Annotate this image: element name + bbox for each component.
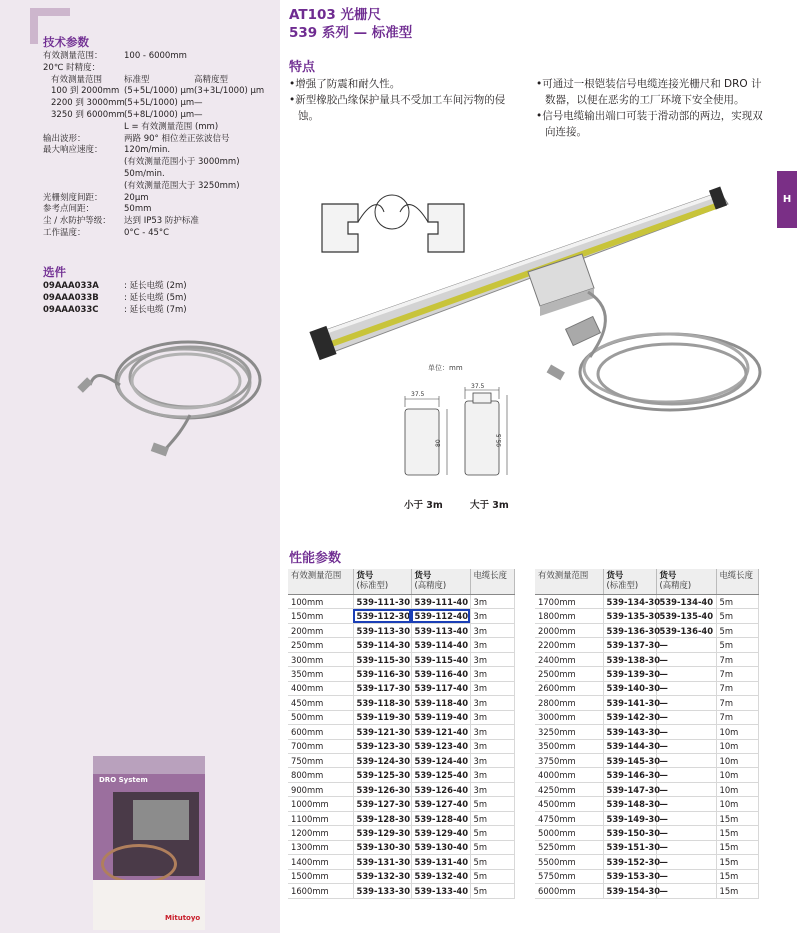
cell-code-hi: 539-125-40	[411, 768, 470, 782]
cell-cable: 15m	[716, 811, 758, 825]
table-row[interactable]	[535, 595, 758, 609]
accuracy-row-std: (5+8L/1000) μm	[124, 109, 195, 120]
cell-code-std: 539-136-30	[603, 623, 656, 637]
accuracy-row-hi: (3+3L/1000) μm	[194, 86, 265, 97]
cell-code-std: 539-117-30	[353, 681, 411, 695]
cell-code-std: 539-119-30	[353, 710, 411, 724]
cell-range: 750mm	[288, 753, 353, 767]
cell-code-std: 539-146-30	[603, 768, 656, 782]
table-row[interactable]	[288, 595, 514, 609]
cell-range: 6000mm	[535, 884, 603, 898]
cell-range: 350mm	[288, 667, 353, 681]
cell-code-std: 539-121-30	[353, 725, 411, 739]
cell-cable: 7m	[716, 652, 758, 666]
cell-range: 4250mm	[535, 782, 603, 796]
cell-code-std: 539-139-30	[603, 667, 656, 681]
cell-cable: 5m	[470, 811, 514, 825]
brochure-brand: Mitutoyo	[165, 914, 201, 922]
cell-code-std: 539-127-30	[353, 797, 411, 811]
cell-range: 500mm	[288, 710, 353, 724]
cell-code-std: 539-144-30	[603, 739, 656, 753]
cell-cable: 3m	[470, 638, 514, 652]
accuracy-row-hi: —	[194, 98, 203, 109]
feature-item: •信号电缆输出端口可装于滑动部的两边，实现双向连接。	[536, 110, 763, 138]
cell-code-hi: —	[656, 681, 716, 695]
cell-code-std: 539-150-30	[603, 826, 656, 840]
performance-heading: 性能参数	[289, 551, 342, 566]
cell-cable: 3m	[470, 725, 514, 739]
cell-code-hi: 539-136-40	[656, 623, 716, 637]
table-row[interactable]	[535, 681, 758, 695]
specs-heading: 技术参数	[43, 35, 89, 49]
cell-cable: 5m	[716, 638, 758, 652]
cell-code-hi: 539-127-40	[411, 797, 470, 811]
cell-code-std: 539-115-30	[353, 652, 411, 666]
col-code-hi: 货号 (高精度)	[411, 569, 470, 595]
cell-code-hi: 539-130-40	[411, 840, 470, 854]
table-row[interactable]	[288, 884, 514, 898]
col-range: 有效测量范围	[535, 569, 603, 595]
accuracy-row-range: 3250 到 6000mm	[51, 109, 125, 120]
features-heading: 特点	[289, 60, 316, 75]
table-row[interactable]	[288, 710, 514, 724]
option-code: 09AAA033C	[43, 305, 99, 315]
cell-code-std: 539-133-30	[353, 884, 411, 898]
table-row[interactable]	[288, 667, 514, 681]
cell-range: 100mm	[288, 595, 353, 609]
cell-range: 1200mm	[288, 826, 353, 840]
cell-code-hi: 539-134-40	[656, 595, 716, 609]
option-code: 09AAA033B	[43, 293, 99, 303]
cell-cable: 5m	[470, 840, 514, 854]
cell-cable: 3m	[470, 753, 514, 767]
cell-code-hi: 539-121-40	[411, 725, 470, 739]
cell-code-hi: —	[656, 725, 716, 739]
cell-range: 3000mm	[535, 710, 603, 724]
table-row[interactable]	[288, 855, 514, 869]
table-row[interactable]	[535, 710, 758, 724]
table-row[interactable]	[288, 623, 514, 637]
cell-code-hi: —	[656, 667, 716, 681]
ref-label: 参考点间距：	[43, 204, 95, 215]
table-row[interactable]	[535, 782, 758, 796]
speed-value: 120m/min.	[124, 145, 171, 156]
cell-code-std: 539-149-30	[603, 811, 656, 825]
table-row[interactable]	[535, 753, 758, 767]
cell-code-std: 539-126-30	[353, 782, 411, 796]
table-row[interactable]	[535, 768, 758, 782]
col-code-hi: 货号 (高精度)	[656, 569, 716, 595]
cell-range: 3750mm	[535, 753, 603, 767]
pitch-value: 20μm	[124, 192, 149, 203]
table-row[interactable]	[535, 811, 758, 825]
cell-range: 1000mm	[288, 797, 353, 811]
ref-value: 50mm	[124, 204, 152, 215]
option-desc: : 延长电缆 (7m)	[124, 305, 187, 315]
table-row[interactable]	[288, 681, 514, 695]
cell-code-std: 539-140-30	[603, 681, 656, 695]
cell-range: 5250mm	[535, 840, 603, 854]
features-right	[536, 76, 766, 140]
cell-cable: 10m	[716, 739, 758, 753]
cell-cable: 15m	[716, 884, 758, 898]
cell-code-std: 539-138-30	[603, 652, 656, 666]
col-code-std: 货号 (标准型)	[603, 569, 656, 595]
waveform-value: 两路 90° 相位差正弦波信号	[124, 133, 230, 144]
speed-label: 最大响应速度：	[43, 145, 103, 156]
table-row[interactable]	[288, 652, 514, 666]
cell-code-hi: 539-133-40	[411, 884, 470, 898]
cell-code-hi: —	[656, 884, 716, 898]
table-row[interactable]	[535, 609, 758, 623]
cell-range: 2500mm	[535, 667, 603, 681]
section-tab[interactable]: H	[777, 171, 797, 228]
small-width: 37.5	[411, 391, 425, 398]
cell-cable: 10m	[716, 782, 758, 796]
cell-cable: 5m	[716, 623, 758, 637]
table-row[interactable]	[288, 609, 514, 623]
speed-value: 50m/min.	[124, 168, 165, 179]
option-desc: : 延长电缆 (2m)	[124, 281, 187, 291]
cell-range: 450mm	[288, 696, 353, 710]
cell-cable: 3m	[470, 710, 514, 724]
cell-cable: 10m	[716, 725, 758, 739]
accuracy-row-std: (5+5L/1000) μm	[124, 86, 195, 97]
cell-code-hi: 539-129-40	[411, 826, 470, 840]
cell-cable: 5m	[470, 869, 514, 883]
cell-code-std: 539-124-30	[353, 753, 411, 767]
cell-cable: 3m	[470, 652, 514, 666]
cell-cable: 5m	[470, 826, 514, 840]
cell-cable: 3m	[470, 667, 514, 681]
cell-cable: 7m	[716, 681, 758, 695]
cell-range: 1500mm	[288, 869, 353, 883]
cell-code-hi: —	[656, 869, 716, 883]
cell-code-hi: —	[656, 797, 716, 811]
cell-code-std: 539-141-30	[603, 696, 656, 710]
table-row[interactable]	[288, 739, 514, 753]
page-subtitle: 539 系列 — 标准型	[289, 25, 413, 41]
feature-item: •增强了防震和耐久性。	[289, 78, 401, 90]
ip-value: 达到 IP53 防护标准	[124, 216, 199, 227]
cell-cable: 15m	[716, 855, 758, 869]
cell-code-hi: —	[656, 768, 716, 782]
cell-cable: 3m	[470, 609, 514, 623]
cell-cable: 7m	[716, 667, 758, 681]
table-row[interactable]	[288, 811, 514, 825]
range-label: 有效测量范围：	[43, 51, 103, 61]
cell-code-hi: —	[656, 826, 716, 840]
cell-cable: 5m	[470, 884, 514, 898]
small-height: 80	[435, 439, 442, 447]
cell-code-std: 539-154-30	[603, 884, 656, 898]
cell-code-std: 539-114-30	[353, 638, 411, 652]
cell-range: 2800mm	[535, 696, 603, 710]
table-row[interactable]	[288, 826, 514, 840]
cell-code-std: 539-143-30	[603, 725, 656, 739]
cell-range: 250mm	[288, 638, 353, 652]
page-title: AT103 光栅尺	[289, 7, 381, 23]
cell-cable: 5m	[470, 797, 514, 811]
cell-range: 4500mm	[535, 797, 603, 811]
cell-code-std: 539-134-30	[603, 595, 656, 609]
performance-table-right	[535, 569, 759, 899]
cell-range: 2200mm	[535, 638, 603, 652]
feature-item: •可通过一根铠装信号电缆连接光栅尺和 DRO 计数器，以便在恶劣的工厂环境下安全使用。	[536, 78, 762, 106]
brochure-title: DRO System	[99, 776, 148, 784]
table-row[interactable]	[535, 884, 758, 898]
cell-cable: 15m	[716, 826, 758, 840]
accuracy-note: L = 有效测量范围 (mm)	[124, 121, 219, 132]
range-value: 100 - 6000mm	[124, 51, 187, 61]
cell-code-std: 539-125-30	[353, 768, 411, 782]
option-code: 09AAA033A	[43, 281, 99, 291]
accuracy-label: 20℃ 时精度：	[43, 62, 101, 73]
table-row[interactable]	[288, 782, 514, 796]
accuracy-row-hi: —	[194, 109, 203, 120]
pitch-label: 光栅刻度间距：	[43, 192, 103, 203]
table-row[interactable]	[535, 855, 758, 869]
small-size-label: 小于 3m	[404, 500, 443, 511]
cell-code-std: 539-118-30	[353, 696, 411, 710]
brochure-cover	[93, 756, 205, 930]
cell-code-std: 539-137-30	[603, 638, 656, 652]
cell-code-std: 539-111-30	[353, 595, 411, 609]
table-row[interactable]	[535, 826, 758, 840]
table-row[interactable]	[288, 869, 514, 883]
table-row[interactable]	[535, 840, 758, 854]
table-row[interactable]	[535, 623, 758, 637]
cell-code-hi: 539-135-40	[656, 609, 716, 623]
col-code-std: 货号 (标准型)	[353, 569, 411, 595]
temp-label: 工作温度：	[43, 227, 86, 238]
cell-code-std: 539-112-30	[353, 609, 411, 623]
cell-range: 900mm	[288, 782, 353, 796]
col-cable: 电缆长度	[470, 569, 514, 595]
cell-code-hi: —	[656, 811, 716, 825]
cell-code-std: 539-152-30	[603, 855, 656, 869]
cell-code-std: 539-123-30	[353, 739, 411, 753]
cell-cable: 3m	[470, 595, 514, 609]
waveform-label: 输出波形：	[43, 133, 86, 144]
table-row[interactable]	[535, 652, 758, 666]
ip-label: 尘 / 水防护等级：	[43, 216, 111, 227]
cell-range: 5000mm	[535, 826, 603, 840]
cell-code-std: 539-129-30	[353, 826, 411, 840]
cell-range: 200mm	[288, 623, 353, 637]
extension-cable-image	[70, 325, 270, 465]
col-cable: 电缆长度	[716, 569, 758, 595]
cell-range: 800mm	[288, 768, 353, 782]
cell-range: 1800mm	[535, 609, 603, 623]
cell-cable: 3m	[470, 782, 514, 796]
cell-range: 4750mm	[535, 811, 603, 825]
cell-code-std: 539-116-30	[353, 667, 411, 681]
cell-code-hi: 539-124-40	[411, 753, 470, 767]
cell-cable: 3m	[470, 681, 514, 695]
table-row[interactable]	[288, 797, 514, 811]
cell-range: 5500mm	[535, 855, 603, 869]
cell-cable: 15m	[716, 869, 758, 883]
speed-value: (有效测量范围大于 3250mm)	[124, 180, 240, 191]
table-row[interactable]	[535, 725, 758, 739]
table-row[interactable]	[288, 840, 514, 854]
cell-cable: 15m	[716, 840, 758, 854]
cell-code-hi: 539-119-40	[411, 710, 470, 724]
cell-code-hi: 539-131-40	[411, 855, 470, 869]
accuracy-row-std: (5+5L/1000) μm	[124, 98, 195, 109]
cell-code-std: 539-113-30	[353, 623, 411, 637]
cell-range: 3250mm	[535, 725, 603, 739]
cell-cable: 3m	[470, 739, 514, 753]
cell-code-hi: 539-128-40	[411, 811, 470, 825]
cell-range: 2600mm	[535, 681, 603, 695]
option-desc: : 延长电缆 (5m)	[124, 293, 187, 303]
cell-code-std: 539-142-30	[603, 710, 656, 724]
cell-code-std: 539-132-30	[353, 869, 411, 883]
performance-table-left	[288, 569, 515, 899]
scale-product-image	[300, 182, 770, 412]
cell-cable: 7m	[716, 710, 758, 724]
speed-value: (有效测量范围小于 3000mm)	[124, 157, 240, 168]
accuracy-row-range: 100 到 2000mm	[51, 86, 120, 97]
features-left	[289, 76, 519, 124]
cell-code-hi: 539-126-40	[411, 782, 470, 796]
cell-code-hi: 539-111-40	[411, 595, 470, 609]
cell-cable: 3m	[470, 768, 514, 782]
cell-range: 700mm	[288, 739, 353, 753]
cell-range: 400mm	[288, 681, 353, 695]
table-row[interactable]	[288, 638, 514, 652]
cell-code-hi: —	[656, 710, 716, 724]
cell-range: 1700mm	[535, 595, 603, 609]
table-row[interactable]	[288, 696, 514, 710]
cell-cable: 3m	[470, 696, 514, 710]
cell-code-std: 539-147-30	[603, 782, 656, 796]
cell-code-hi: 539-116-40	[411, 667, 470, 681]
cell-code-hi: 539-132-40	[411, 869, 470, 883]
cell-range: 3500mm	[535, 739, 603, 753]
cell-cable: 3m	[470, 623, 514, 637]
accuracy-header-range: 有效测量范围	[51, 74, 103, 85]
cell-cable: 10m	[716, 768, 758, 782]
table-row[interactable]	[288, 725, 514, 739]
cell-code-std: 539-128-30	[353, 811, 411, 825]
cell-code-hi: 539-115-40	[411, 652, 470, 666]
cell-range: 2400mm	[535, 652, 603, 666]
unit-label: 单位：mm	[428, 364, 463, 372]
cell-range: 150mm	[288, 609, 353, 623]
cell-cable: 5m	[470, 855, 514, 869]
table-row[interactable]	[535, 696, 758, 710]
cell-code-hi: —	[656, 696, 716, 710]
table-row[interactable]	[535, 869, 758, 883]
large-size-label: 大于 3m	[470, 500, 509, 511]
cell-range: 600mm	[288, 725, 353, 739]
cell-code-hi: 539-114-40	[411, 638, 470, 652]
options-heading: 选件	[43, 265, 66, 279]
cell-range: 1300mm	[288, 840, 353, 854]
cell-code-std: 539-131-30	[353, 855, 411, 869]
large-height: 95.5	[496, 433, 503, 447]
feature-item: •新型橡胶凸缘保护量具不受加工车间污物的侵蚀。	[289, 94, 506, 122]
cell-code-std: 539-135-30	[603, 609, 656, 623]
temp-value: 0°C - 45°C	[124, 227, 170, 238]
table-row[interactable]	[288, 753, 514, 767]
cell-code-hi: 539-117-40	[411, 681, 470, 695]
cell-cable: 10m	[716, 797, 758, 811]
table-row[interactable]	[535, 797, 758, 811]
cell-code-std: 539-148-30	[603, 797, 656, 811]
accuracy-header-std: 标准型	[124, 74, 150, 85]
cell-code-hi: —	[656, 739, 716, 753]
large-width: 37.5	[471, 383, 485, 390]
cell-code-hi: 539-123-40	[411, 739, 470, 753]
cell-range: 1100mm	[288, 811, 353, 825]
cell-code-hi: —	[656, 638, 716, 652]
table-row[interactable]	[535, 667, 758, 681]
accuracy-row-range: 2200 到 3000mm	[51, 98, 125, 109]
cell-code-std: 539-130-30	[353, 840, 411, 854]
table-row[interactable]	[535, 638, 758, 652]
table-row[interactable]	[535, 739, 758, 753]
cell-code-hi: —	[656, 753, 716, 767]
cell-code-hi: —	[656, 782, 716, 796]
cell-code-hi: —	[656, 840, 716, 854]
cell-cable: 5m	[716, 595, 758, 609]
cell-code-std: 539-151-30	[603, 840, 656, 854]
cell-cable: 5m	[716, 609, 758, 623]
cell-code-hi: 539-113-40	[411, 623, 470, 637]
cell-range: 1600mm	[288, 884, 353, 898]
cell-cable: 7m	[716, 696, 758, 710]
accuracy-header-hi: 高精度型	[194, 74, 229, 85]
cell-code-std: 539-145-30	[603, 753, 656, 767]
cell-code-std: 539-153-30	[603, 869, 656, 883]
dimension-drawing	[395, 383, 525, 481]
cell-code-hi: —	[656, 652, 716, 666]
cell-range: 4000mm	[535, 768, 603, 782]
cell-range: 5750mm	[535, 869, 603, 883]
table-row[interactable]	[288, 768, 514, 782]
cell-range: 1400mm	[288, 855, 353, 869]
cell-range: 300mm	[288, 652, 353, 666]
cell-cable: 10m	[716, 753, 758, 767]
cell-code-hi: 539-112-40	[411, 609, 470, 623]
cell-code-hi: —	[656, 855, 716, 869]
col-range: 有效测量范围	[288, 569, 353, 595]
cell-range: 2000mm	[535, 623, 603, 637]
cell-code-hi: 539-118-40	[411, 696, 470, 710]
